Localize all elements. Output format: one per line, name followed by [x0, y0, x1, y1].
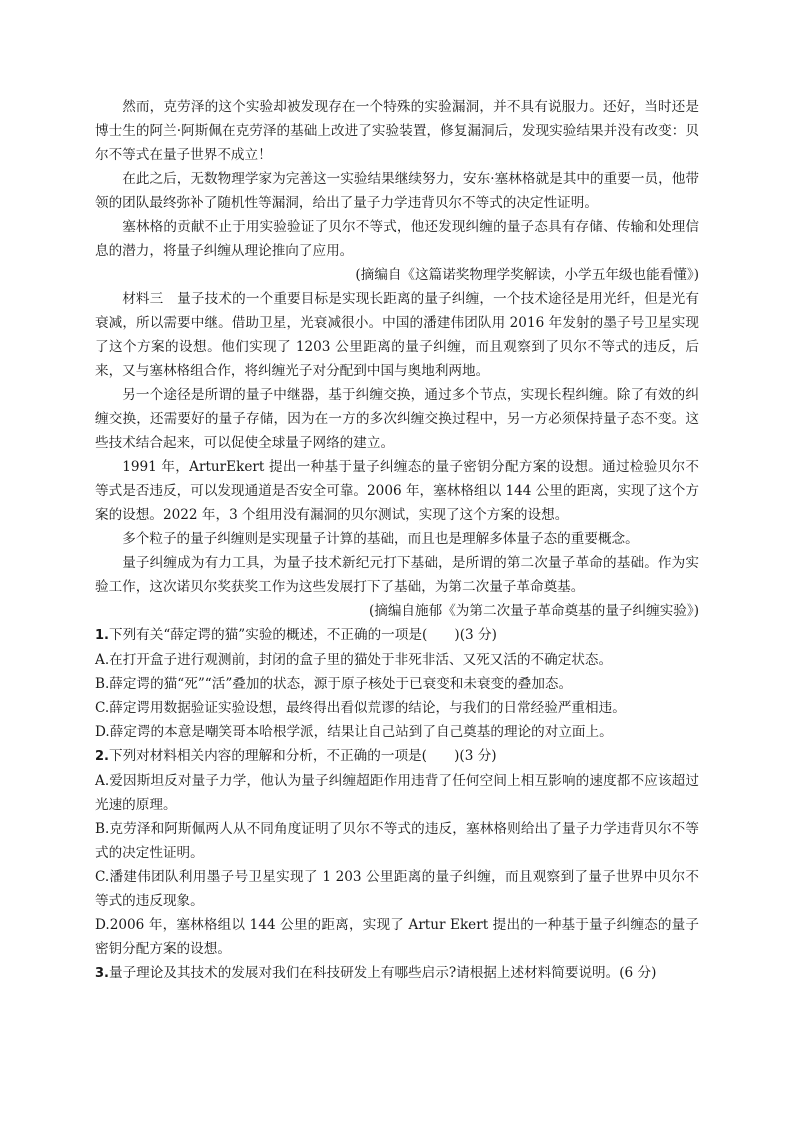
- answer-option: C.潘建伟团队利用墨子号卫星实现了 1 203 公里距离的量子纠缠，而且观察到了量子世界中贝尔不等式的违反现象。: [95, 869, 699, 909]
- question-text: 量子理论及其技术的发展对我们在科技研发上有哪些启示?请根据上述材料简要说明。(6 分): [108, 965, 657, 981]
- question-text: 下列对材料相关内容的理解和分析，不正确的一项是( )(3 分): [108, 748, 497, 764]
- paragraph: 量子纠缠成为有力工具，为量子技术新纪元打下基础，是所谓的第二次量子革命的基础。作为实验工作，这次诺贝尔奖获奖工作为这些发展打下了基础，为第二次量子革命奠基。: [95, 555, 699, 595]
- question-stem: [95, 623, 699, 648]
- answer-option: A.在打开盒子进行观测前，封闭的盒子里的猫处于非死非活、又死又活的不确定状态。: [95, 652, 613, 668]
- question-text: 下列有关“薛定谔的猫”实验的概述，不正确的一项是( )(3 分): [108, 627, 497, 643]
- question-number: 3.: [95, 966, 109, 981]
- source-citation: (摘编自施郁《为第二次量子革命奠基的量子纠缠实验》): [368, 603, 699, 619]
- paragraph: 塞林格的贡献不止于用实验验证了贝尔不等式，他还发现纠缠的量子态具有存储、传输和处理信息的潜力，将量子纠缠从理论推向了应用。: [95, 219, 699, 259]
- answer-option: B.克劳泽和阿斯佩两人从不同角度证明了贝尔不等式的违反，塞林格则给出了量子力学违背贝尔不等式的决定性证明。: [95, 821, 699, 861]
- answer-option: D.薛定谔的本意是嘲笑哥本哈根学派，结果让自己站到了自己奠基的理论的对立面上。: [95, 724, 613, 740]
- paragraph: 1991 年，ArturEkert 提出一种基于量子纠缠态的量子密钥分配方案的设想。通过检验贝尔不等式是否违反，可以发现通道是否安全可靠。2006 年，塞林格组以 144 公里的距离，实现了这个方案的设想。2022 年，3 个组用没有漏洞的贝尔测试，实现了这个方案的设想。: [95, 459, 699, 523]
- source-citation: (摘编自《这篇诺奖物理学奖解读，小学五年级也能看懂》): [355, 267, 699, 283]
- material-label: 材料三: [122, 291, 164, 307]
- material-paragraph: [95, 287, 699, 383]
- answer-option: B.薛定谔的猫“死”“活”叠加的状态，源于原子核处于已衰变和未衰变的叠加态。: [95, 676, 573, 692]
- paragraph: 多个粒子的量子纠缠则是实现量子计算的基础，而且也是理解多体量子态的重要概念。: [122, 531, 639, 547]
- paragraph: 在此之后，无数物理学家为完善这一实验结果继续努力，安东·塞林格就是其中的重要一员，他带领的团队最终弥补了随机性等漏洞，给出了量子力学违背贝尔不等式的决定性证明。: [95, 171, 699, 211]
- paragraph: 另一个途径是所谓的量子中继器，基于纠缠交换，通过多个节点，实现长程纠缠。除了有效的纠缠交换，还需要好的量子存储，因为在一方的多次纠缠交换过程中，另一方必须保持量子态不变。这些技术结合起来，可以促使全球量子网络的建立。: [95, 387, 699, 451]
- question-number: 1.: [95, 628, 109, 643]
- question-stem: [95, 961, 699, 986]
- answer-option: C.薛定谔用数据验证实验设想，最终得出看似荒谬的结论，与我们的日常经验严重相违。: [95, 700, 626, 716]
- answer-option: D.2006 年，塞林格组以 144 公里的距离，实现了 Artur Ekert 提出的一种基于量子纠缠态的量子密钥分配方案的设想。: [95, 917, 699, 957]
- document-page: [95, 95, 699, 986]
- paragraph: 然而，克劳泽的这个实验却被发现存在一个特殊的实验漏洞，并不具有说服力。还好，当时还是博士生的阿兰·阿斯佩在克劳泽的基础上改进了实验装置，修复漏洞后，发现实验结果并没有改变：贝尔不等式在量子世界不成立！: [95, 99, 699, 163]
- question-number: 2.: [95, 749, 109, 764]
- question-stem: [95, 744, 699, 769]
- paragraph-text: 量子技术的一个重要目标是实现长距离的量子纠缠，一个技术途径是用光纤，但是光有衰减，所以需要中继。借助卫星，光衰减很小。中国的潘建伟团队用 2016 年发射的墨子号卫星实现了这个方案的设想。他们实现了 1203 公里距离的量子纠缠，而且观察到了贝尔不等式的违反，后来，又与塞林格组合作，将纠缠光子对分配到中国与奥地利两地。: [95, 291, 700, 379]
- answer-option: A.爱因斯坦反对量子力学，他认为量子纠缠超距作用违背了任何空间上相互影响的速度都不应该超过光速的原理。: [95, 773, 699, 813]
